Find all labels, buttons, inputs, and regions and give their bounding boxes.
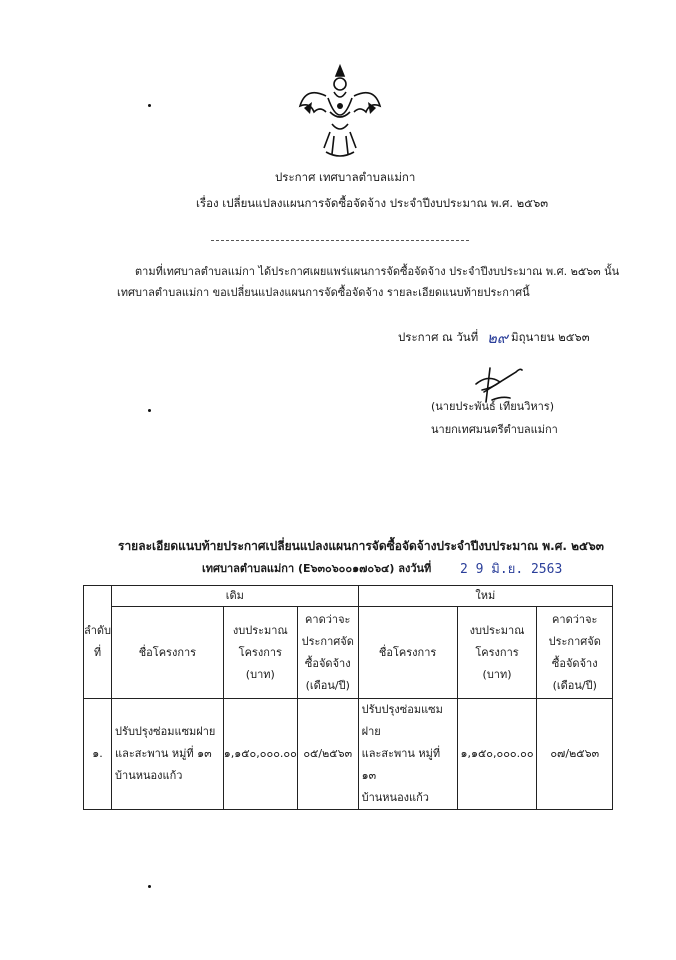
attachment-subtitle: เทศบาลตำบลแม่กา (E๖๓๐๖๐๐๑๗๐๖๔) ลงวันที่	[202, 562, 432, 575]
garuda-emblem-icon	[296, 62, 384, 162]
attachment-title: รายละเอียดแนบท้ายประกาศเปลี่ยนแปลงแผนการจัดซื้อจัดจ้างประจำปีงบประมาณ พ.ศ. ๒๕๖๓	[118, 539, 604, 553]
old-project-name: ปรับปรุงซ่อมแซมฝาย และสะพาน หมู่ที่ ๑๓ บ้านหนองแก้ว	[112, 699, 224, 810]
table-row	[84, 699, 613, 810]
col-header-new-expected: คาดว่าจะ ประกาศจัด ซื้อจัดจ้าง (เดือน/ปี)	[537, 607, 613, 699]
col-header-old-expected: คาดว่าจะ ประกาศจัด ซื้อจัดจ้าง (เดือน/ปี)	[297, 607, 358, 699]
new-expected-date: ๐๗/๒๕๖๓	[537, 699, 613, 810]
announcement-heading: ประกาศ เทศบาลตำบลแม่กา	[275, 170, 416, 184]
col-header-new-budget: งบประมาณ โครงการ (บาท)	[457, 607, 537, 699]
col-header-no: ลำดับ ที่	[84, 586, 112, 699]
col-header-old-budget: งบประมาณ โครงการ (บาท)	[223, 607, 297, 699]
group-header-new: ใหม่	[358, 586, 612, 607]
col-header-new-project: ชื่อโครงการ	[358, 607, 457, 699]
signer-title: นายกเทศมนตรีตำบลแม่กา	[431, 423, 558, 436]
body-paragraph-line1: ตามที่เทศบาลตำบลแม่กา ได้ประกาศเผยแพร่แผนการจัดซื้อจัดจ้าง ประจำปีงบประมาณ พ.ศ. ๒๕๖๓ นั้น	[135, 265, 620, 278]
col-header-old-project: ชื่อโครงการ	[112, 607, 224, 699]
date-day-handwritten: ๒๙	[487, 329, 508, 347]
new-budget: ๑,๑๕๐,๐๐๐.๐๐	[457, 699, 537, 810]
margin-dot	[148, 104, 151, 107]
new-project-name: ปรับปรุงซ่อมแซมฝาย และสะพาน หมู่ที่ ๑๓ บ้านหนองแก้ว	[358, 699, 457, 810]
signer-name: (นายประพันธ์ เทียนวิหาร)	[431, 400, 554, 413]
margin-dot	[148, 409, 151, 412]
separator-line	[211, 240, 469, 241]
date-prefix: ประกาศ ณ วันที่	[398, 330, 479, 344]
date-suffix: มิถุนายน ๒๕๖๓	[511, 330, 590, 344]
change-detail-table	[83, 585, 613, 810]
row-number: ๑.	[84, 699, 112, 810]
margin-dot	[148, 885, 151, 888]
received-date-stamp: 2 9 มิ.ย. 2563	[460, 562, 563, 577]
body-paragraph-line2: เทศบาลตำบลแม่กา ขอเปลี่ยนแปลงแผนการจัดซื้อจัดจ้าง รายละเอียดแนบท้ายประกาศนี้	[117, 286, 530, 299]
old-budget: ๑,๑๕๐,๐๐๐.๐๐	[223, 699, 297, 810]
announcement-subject: เรื่อง เปลี่ยนแปลงแผนการจัดซื้อจัดจ้าง ประจำปีงบประมาณ พ.ศ. ๒๕๖๓	[196, 196, 549, 210]
group-header-old: เดิม	[112, 586, 359, 607]
old-expected-date: ๐๕/๒๕๖๓	[297, 699, 358, 810]
